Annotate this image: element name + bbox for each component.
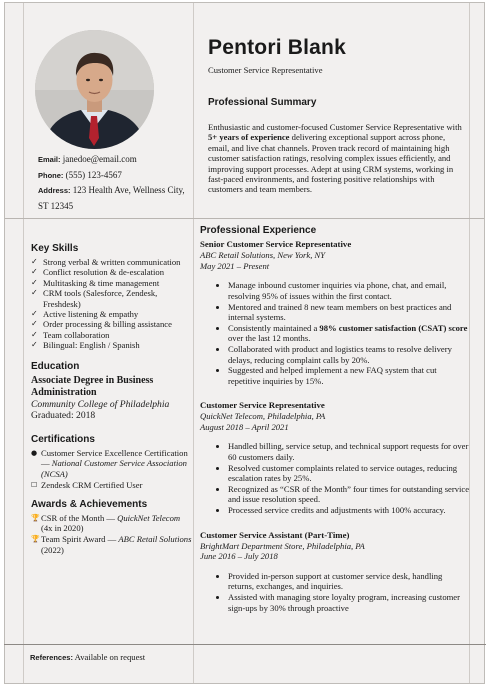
job-dates: May 2021 – Present [200,260,270,271]
checkmark-icon: ✓ [31,329,38,339]
contact-phone: Phone: (555) 123-4567 [38,169,122,180]
job-title: Customer Service Representative [200,400,325,411]
certifications-list [31,448,193,490]
person-portrait-icon [35,30,154,149]
list-item: ✓ Bilingual: English / Spanish [31,340,140,351]
list-item: ✓ Team collaboration [31,329,110,340]
contact-address: Address: 123 Health Ave, Wellness City, ST 12345 [38,185,185,211]
list-item: ✓ Strong verbal & written communication [31,257,181,267]
left-column [31,243,193,556]
list-item: • Suggested and helped implement a new FAQ system that cut repetitive inquiries by 15%. [228,365,470,386]
bullet-icon: ● [31,449,38,458]
job-dates: August 2018 – April 2021 [200,421,289,432]
column-guide-left [23,3,24,683]
address-value: 123 Health Ave, Wellness City, ST 12345 [38,185,185,211]
job-dates: June 2016 – July 2018 [200,551,278,562]
education-graduated: Graduated: 2018 [31,410,96,422]
awards-list [31,513,193,555]
job-company: BrightMart Department Store, Philadelphia, PA [200,540,365,551]
list-item: • Handled billing, service setup, and technical support requests for over 60 customers daily. [228,441,470,462]
job-entry [200,239,470,386]
list-item: ☐ Zendesk CRM Certified User [31,479,143,490]
list-item: ✓ Multitasking & time management [31,277,160,288]
list-item: 🏆 CSR of the Month — QuickNet Telecom (4x in 2020) [31,512,181,534]
list-item: ✓ CRM tools (Salesforce, Zendesk, Freshdesk) [31,288,158,309]
summary-heading: Professional Summary [208,97,317,108]
checkmark-icon: ✓ [31,340,38,350]
list-item: • Collaborated with product and logistics teams to resolve delivery delays, reducing complaint calls by 20%. [228,344,470,365]
certifications-heading: Certifications [31,434,95,446]
trophy-icon: 🏆 [31,535,40,544]
list-item: • Consistently maintained a 98% customer satisfaction (CSAT) score over the last 12 months. [228,323,470,344]
job-company: QuickNet Telecom, Philadelphia, PA [200,411,326,422]
list-item: • Mentored and trained 8 new team members on best practices and internal systems. [228,302,470,323]
education-entry [31,375,193,423]
job-bullets [200,571,470,613]
footer-divider [4,644,486,645]
list-item: ● Customer Service Excellence Certification — National Customer Service Association (NCSA) [31,448,188,479]
job-entry [200,530,470,613]
list-item: • Manage inbound customer inquiries via phone, chat, and email, resolving 95% of issues within the first contact. [228,280,470,301]
checkmark-icon: ✓ [31,257,38,266]
checkmark-icon: ✓ [31,267,38,277]
candidate-name: Pentori Blank [208,36,346,59]
job-bullets [200,280,470,386]
contact-email: Email: janedoe@email.com [38,154,137,164]
resume-page [4,2,485,684]
list-item: • Assisted with managing store loyalty program, increasing customer sign-ups by 30% through proactive [228,592,470,613]
header-divider [5,218,484,219]
checkmark-icon: ✓ [31,319,38,329]
email-value[interactable]: janedoe@email.com [62,154,137,164]
contact-block [38,152,188,213]
experience-section [200,225,470,622]
trophy-icon: 🏆 [31,513,40,522]
list-item: ✓ Conflict resolution & de-escalation [31,267,164,278]
education-degree: Associate Degree in Business Administration [31,374,154,398]
awards-heading: Awards & Achievements [31,498,148,510]
references-line: References: Available on request [30,652,146,662]
list-item: • Resolved customer complaints related to service outages, reducing escalation rates by 25%. [228,463,470,484]
job-bullets [200,441,470,515]
list-item: ✓ Order processing & billing assistance [31,319,172,330]
checkmark-icon: ✓ [31,288,38,298]
list-item: • Provided in-person support at customer service desk, handling returns, exchanges, and inquiries. [228,571,470,592]
summary-text: Enthusiastic and customer-focused Customer Service Representative with 5+ years of experience delivering exceptional support across phone, email, and live chat channels. Proven track record of maintaining high customer satisfaction ratings, resolving complex issues efficiently, and improving support processes. Adept at using CRM systems, working in fast-paced environments, and fostering positive relationships with customers and team members. [208,122,462,195]
education-school: Community College of Philadelphia [31,398,170,410]
skills-list [31,257,193,351]
education-heading: Education [31,360,80,372]
phone-value: (555) 123-4567 [65,169,122,180]
job-title: Customer Service Assistant (Part-Time) [200,529,350,540]
list-item: ✓ Active listening & empathy [31,309,139,320]
job-title: Senior Customer Service Representative [200,239,352,249]
job-entry [200,400,470,516]
profile-photo [35,30,154,149]
checkbox-icon: ☐ [31,480,38,489]
checkmark-icon: ✓ [31,309,38,319]
skills-heading: Key Skills [31,243,79,254]
candidate-role: Customer Service Representative [208,65,323,75]
experience-heading: Professional Experience [200,225,317,236]
checkmark-icon: ✓ [31,277,38,287]
job-company: ABC Retail Solutions, New York, NY [200,250,326,260]
list-item: 🏆 Team Spirit Award — ABC Retail Solutions (2022) [31,534,192,555]
column-guide-middle [193,3,194,683]
list-item: • Processed service credits and adjustments with 100% accuracy. [228,505,470,515]
list-item: • Recognized as “CSR of the Month” four times for outstanding service and issue resolution speed. [228,484,470,505]
